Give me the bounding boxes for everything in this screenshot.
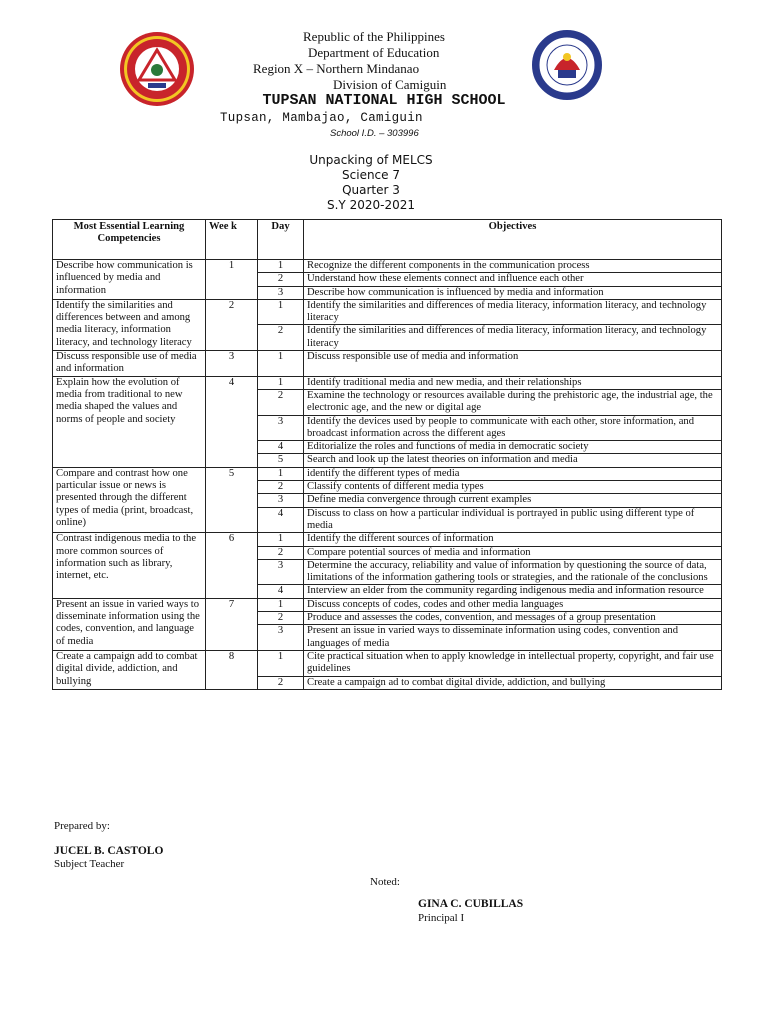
header-day: Day [258,220,304,260]
competency-cell: Create a campaign add to combat digital divide, addiction, and bullying [53,650,206,689]
day-cell: 2 [258,273,304,286]
objective-cell: Identify the similarities and differences of media literacy, information literacy, and technology literacy [304,299,722,325]
school-year-title: S.Y 2020-2021 [327,198,415,212]
competency-cell: Explain how the evolution of media from traditional to new media shaped the values and norms of people and society [53,376,206,467]
teacher-name: JUCEL B. CASTOLO [54,845,164,857]
day-cell: 3 [258,494,304,507]
table-row [53,376,722,389]
principal-name: GINA C. CUBILLAS [418,898,524,910]
week-cell: 4 [206,376,258,467]
table-row [53,299,722,325]
table-row [53,467,722,480]
header-division: Division of Camiguin [333,77,447,92]
week-cell: 6 [206,533,258,598]
header-week: Wee k [206,220,258,260]
competency-cell: Contrast indigenous media to the more common sources of information such as library, internet, etc. [53,533,206,598]
day-cell: 1 [258,598,304,611]
day-cell: 3 [258,286,304,299]
objective-cell: Discuss to class on how a particular individual is portrayed in public using different type of media [304,507,722,533]
objective-cell: Cite practical situation when to apply knowledge in intellectual property, copyright, and fair use guidelines [304,650,722,676]
objective-cell: Understand how these elements connect and influence each other [304,273,722,286]
quarter-title: Quarter 3 [342,183,400,197]
school-id: School I.D. – 303996 [330,128,419,139]
header-competency: Most Essential Learning Competencies [53,220,206,260]
subject-title: Science 7 [342,168,400,182]
objective-cell: Recognize the different components in the communication process [304,260,722,273]
day-cell: 3 [258,559,304,585]
objective-cell: Editorialize the roles and functions of media in democratic society [304,441,722,454]
school-address: Tupsan, Mambajao, Camiguin [220,111,423,125]
objective-cell: Define media convergence through current examples [304,494,722,507]
table-row [53,598,722,611]
competency-cell: Discuss responsible use of media and information [53,351,206,377]
principal-role: Principal I [418,912,465,924]
objective-cell: Describe how communication is influenced by media and information [304,286,722,299]
objective-cell: Discuss responsible use of media and information [304,351,722,377]
objective-cell: Identify the devices used by people to communicate with each other, store information, and broadcast information across the different ages [304,415,722,441]
objective-cell: Identify the similarities and differences of media literacy, information literacy, and technology literacy [304,325,722,351]
week-cell: 8 [206,650,258,689]
table-row [53,533,722,546]
day-cell: 1 [258,260,304,273]
day-cell: 4 [258,585,304,598]
header-objectives: Objectives [304,220,722,260]
day-cell: 2 [258,325,304,351]
day-cell: 1 [258,467,304,480]
week-cell: 3 [206,351,258,377]
objective-cell: Determine the accuracy, reliability and value of information by questioning the source of data, limitations of the information gathering tools or strategies, and the rationale of the conclusions [304,559,722,585]
table-row [53,650,722,676]
objective-cell: Search and look up the latest theories on information and media [304,454,722,467]
objective-cell: Identify the different sources of information [304,533,722,546]
objective-cell: identify the different types of media [304,467,722,480]
objective-cell: Classify contents of different media types [304,481,722,494]
header-republic: Republic of the Philippines [303,29,445,44]
competency-cell: Compare and contrast how one particular issue or news is presented through the different types of media (print, broadcast, online) [53,467,206,532]
day-cell: 2 [258,612,304,625]
day-cell: 1 [258,533,304,546]
prepared-by-label: Prepared by: [54,820,110,832]
objective-cell: Examine the technology or resources available during the prehistoric age, the industrial age, the electronic age, and the new or digital age [304,389,722,415]
objective-cell: Discuss concepts of codes, codes and other media languages [304,598,722,611]
day-cell: 1 [258,376,304,389]
objective-cell: Produce and assesses the codes, convention, and messages of a group presentation [304,612,722,625]
day-cell: 2 [258,481,304,494]
day-cell: 2 [258,389,304,415]
day-cell: 1 [258,650,304,676]
competency-cell: Present an issue in varied ways to disseminate information using the codes, convention, and language of media [53,598,206,650]
document-title: Unpacking of MELCS [309,153,433,167]
week-cell: 2 [206,299,258,350]
objective-cell: Present an issue in varied ways to disseminate information using codes, convention and languages of media [304,625,722,651]
competency-cell: Identify the similarities and differences between and among media literacy, information literacy, and technology literacy [53,299,206,350]
day-cell: 2 [258,546,304,559]
noted-label: Noted: [370,876,400,888]
day-cell: 3 [258,415,304,441]
day-cell: 1 [258,299,304,325]
deped-seal-logo [532,30,602,100]
table-header-row [53,220,722,260]
day-cell: 4 [258,507,304,533]
day-cell: 1 [258,351,304,377]
table-body [53,260,722,690]
week-cell: 7 [206,598,258,650]
day-cell: 4 [258,441,304,454]
day-cell: 2 [258,676,304,689]
melc-table [52,219,722,690]
week-cell: 1 [206,260,258,300]
header-department: Department of Education [308,45,440,60]
objective-cell: Compare potential sources of media and information [304,546,722,559]
week-cell: 5 [206,467,258,532]
school-name: TUPSAN NATIONAL HIGH SCHOOL [262,92,506,109]
day-cell: 3 [258,625,304,651]
header-region: Region X – Northern Mindanao [253,61,420,76]
table-row [53,260,722,273]
teacher-role: Subject Teacher [54,858,125,870]
objective-cell: Identify traditional media and new media, and their relationships [304,376,722,389]
table-row [53,351,722,377]
day-cell: 5 [258,454,304,467]
objective-cell: Create a campaign ad to combat digital divide, addiction, and bullying [304,676,722,689]
competency-cell: Describe how communication is influenced by media and information [53,260,206,300]
objective-cell: Interview an elder from the community regarding indigenous media and information resource [304,585,722,598]
